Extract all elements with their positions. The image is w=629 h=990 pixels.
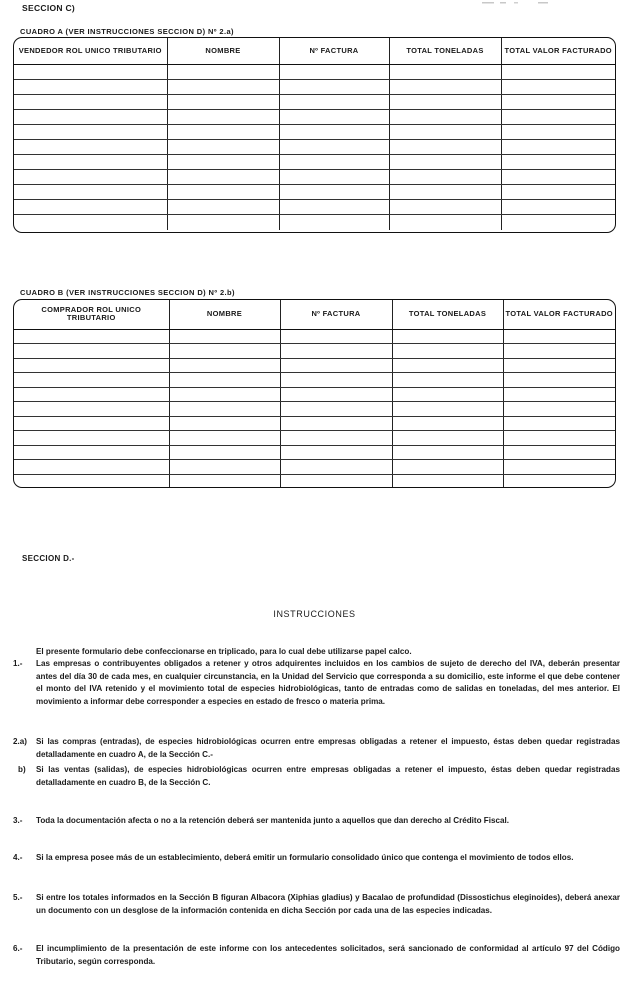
table-row[interactable] [14,387,615,402]
seccion-c-label: SECCION C) [22,3,76,13]
column-header: NOMBRE [167,38,279,64]
item-number: 1.- [13,659,23,668]
table-row[interactable] [14,139,615,154]
table-row[interactable] [14,344,615,359]
item-number: 6.- [13,944,23,953]
instructions-title: INSTRUCCIONES [273,609,356,619]
cuadro-a-title: CUADRO A (VER INSTRUCCIONES SECCION D) Nº 2.a) [20,27,234,36]
column-header: TOTAL TONELADAS [392,300,503,329]
table-row[interactable] [14,373,615,388]
instruction-item: Toda la documentación afecta o no a la retención deberá ser mantenida junto a aquellos que dan derecho al Crédito Fiscal. [36,816,509,825]
seccion-d-label: SECCION D.- [22,554,75,563]
column-header: TOTAL VALOR FACTURADO [501,38,615,64]
table-row[interactable] [14,431,615,446]
instruction-item: Si las ventas (salidas), de especies hidrobiológicas ocurren entre empresas obligadas a retener el impuesto, éstas deben quedar registradas detalladamente en cuadro B, de la Sección C. [36,765,620,787]
cuadro-a-table [13,37,616,233]
instructions-intro: El presente formulario debe confeccionarse en triplicado, para lo cual debe utilizarse papel calco. [36,647,412,656]
table-row[interactable] [14,358,615,373]
table-row[interactable] [14,94,615,109]
instruction-item: Si la empresa posee más de un establecimiento, deberá emitir un formulario consolidado único que contenga el movimiento de todos ellos. [36,853,574,862]
column-header: TOTAL TONELADAS [389,38,501,64]
item-number: 5.- [13,893,23,902]
table-row[interactable] [14,109,615,124]
column-header: NOMBRE [169,300,280,329]
item-number: b) [18,765,26,774]
item-number: 3.- [13,816,23,825]
table-row[interactable] [14,154,615,169]
scan-artifact [478,0,558,7]
table-row[interactable] [14,460,615,475]
instruction-item: El incumplimiento de la presentación de este informe con los antecedentes solicitados, será sancionado de conformidad al artículo 97 del Código Tributario, según corresponda. [36,944,620,966]
table-row[interactable] [14,79,615,94]
table-row[interactable] [14,199,615,214]
instruction-item: Si entre los totales informados en la Sección B figuran Albacora (Xiphias gladius) y Bacalao de profundidad (Dissostichus eleginoides), deberá anexar un documento con un desglose de la información contenida en dicha Sección por cada una de las especies indicadas. [36,893,620,915]
item-number: 4.- [13,853,23,862]
cuadro-b-table [13,299,616,488]
column-header: COMPRADOR ROL UNICO TRIBUTARIO [14,300,169,329]
column-header: Nº FACTURA [279,38,389,64]
table-row[interactable] [14,64,615,79]
table-row[interactable] [14,445,615,460]
column-header: TOTAL VALOR FACTURADO [503,300,615,329]
table-row[interactable] [14,329,615,344]
instruction-item: Si las compras (entradas), de especies hidrobiológicas ocurren entre empresas obligadas a retener el impuesto, éstas deben quedar registradas detalladamente en cuadro A, de la Sección C.- [36,737,620,759]
table-row[interactable] [14,416,615,431]
table-row[interactable] [14,474,615,487]
table-row[interactable] [14,124,615,139]
column-header: VENDEDOR ROL UNICO TRIBUTARIO [14,38,167,64]
column-header: Nº FACTURA [280,300,392,329]
instruction-item: Las empresas o contribuyentes obligados a retener y otros adquirentes incluidos en los cambios de sujeto de derecho del IVA, deberán presentar antes del día 30 de cada mes, en cualquier circunstancia, en la Unidad del Servicio que corresponda a su domicilio, este informe el que debe contener el monto del IVA retenido y el movimiento total de especies hidrobiológicas, tanto de entradas como de salidas en toneladas, del mes anterior. El movimiento a informar debe corresponder a especies en estado de fresco o materia prima. [36,659,620,706]
table-row[interactable] [14,402,615,417]
table-row[interactable] [14,184,615,199]
item-number: 2.a) [13,737,27,746]
table-row[interactable] [14,169,615,184]
cuadro-b-title: CUADRO B (VER INSTRUCCIONES SECCION D) Nº 2.b) [20,288,235,297]
table-row[interactable] [14,214,615,230]
